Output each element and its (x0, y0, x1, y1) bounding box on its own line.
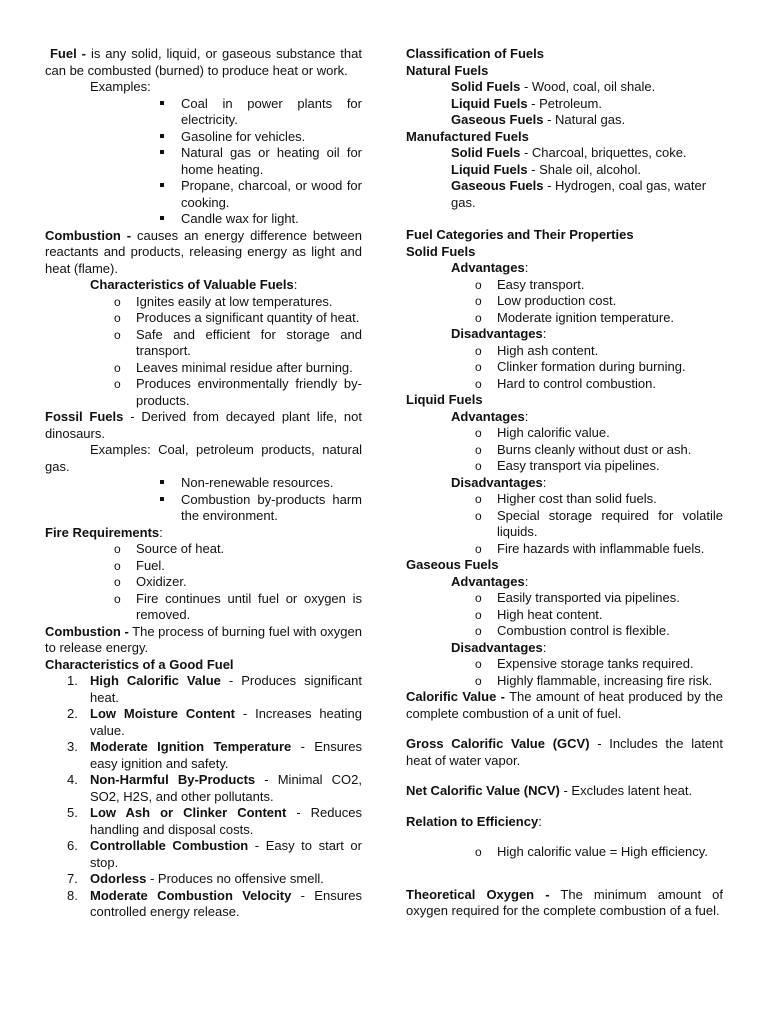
list-item: o Produces a significant quantity of heat. (45, 310, 362, 327)
efficiency-heading: Relation to Efficiency: (406, 813, 542, 829)
combustion-process-definition: Combustion - The process of burning fuel with oxygen to release energy. (45, 623, 362, 655)
natural-gaseous: Gaseous Fuels - Natural gas. (451, 112, 626, 127)
list-item: o Produces environmentally friendly by-products. (45, 376, 362, 409)
list-item: 6. Controllable Combustion - Easy to start or stop. (67, 838, 362, 870)
fuel-definition: Fuel - is any solid, liquid, or gaseous substance that can be combusted (burned) to produce heat or work. (45, 46, 362, 78)
natural-fuels-heading: Natural Fuels (406, 62, 489, 78)
combustion-definition: Combustion - causes an energy difference between reactants and products, releasing energy as light and heat (flame). (45, 227, 362, 276)
fire-requirements-heading: Fire Requirements: (45, 524, 163, 540)
good-fuel-heading: Characteristics of a Good Fuel (45, 656, 234, 672)
disadvantages-label: Disadvantages: (451, 326, 547, 341)
list-item: 7. Odorless - Produces no offensive smell. (67, 871, 324, 886)
classification-heading: Classification of Fuels (406, 46, 544, 61)
list-item: o Ignites easily at low temperatures. (45, 294, 362, 311)
list-item: o Leaves minimal residue after burning. (45, 360, 362, 377)
gaseous-fuels-heading: Gaseous Fuels (406, 557, 499, 572)
list-item: 4. Non-Harmful By-Products - Minimal CO2, SO2, H2S, and other pollutants. (67, 772, 362, 804)
natural-solid: Solid Fuels - Wood, coal, oil shale. (451, 79, 656, 94)
manufactured-gaseous: Gaseous Fuels - Hydrogen, coal gas, water gas. (451, 178, 707, 210)
list-item: Non-renewable resources. (45, 475, 362, 492)
list-item: Natural gas or heating oil for home heating. (45, 145, 362, 178)
fire-requirements-list (45, 541, 362, 624)
spacer (406, 861, 723, 887)
list-item: 3. Moderate Ignition Temperature - Ensures easy ignition and safety. (67, 739, 362, 771)
manufactured-solid: Solid Fuels - Charcoal, briquettes, coke. (451, 145, 687, 160)
disadvantages-label: Disadvantages: (451, 474, 547, 490)
left-column (45, 46, 362, 921)
list-item: 8. Moderate Combustion Velocity - Ensures controlled energy release. (67, 887, 362, 919)
list-item: o Source of heat. (45, 541, 362, 558)
spacer (406, 769, 723, 783)
list-item: o Easy transport. (406, 277, 723, 294)
list-item: o High calorific value = High efficiency. (406, 844, 723, 861)
list-item: o Burns cleanly without dust or ash. (406, 442, 723, 459)
list-item: Candle wax for light. (45, 211, 362, 228)
list-item: o High ash content. (406, 343, 723, 360)
valuable-fuels-heading: Characteristics of Valuable Fuels: (90, 277, 298, 292)
valuable-fuels-list (45, 294, 362, 410)
list-item: o Safe and efficient for storage and transport. (45, 327, 362, 360)
natural-liquid: Liquid Fuels - Petroleum. (451, 95, 602, 111)
liquid-fuels-heading: Liquid Fuels (406, 392, 483, 407)
theoretical-oxygen-definition: Theoretical Oxygen - The minimum amount of oxygen required for the complete combustion of a fuel. (406, 886, 723, 918)
solid-disadvantages-list (406, 343, 723, 393)
fossil-examples: Examples: Coal, petroleum products, natural gas. (45, 442, 362, 474)
list-item: o Fire hazards with inflammable fuels. (406, 541, 723, 558)
list-item: o Highly flammable, increasing fire risk. (406, 673, 723, 690)
solid-fuels-heading: Solid Fuels (406, 243, 476, 259)
spacer (406, 722, 723, 736)
manufactured-fuels-heading: Manufactured Fuels (406, 128, 529, 144)
ncv-definition: Net Calorific Value (NCV) - Excludes latent heat. (406, 783, 693, 798)
liquid-advantages-list (406, 425, 723, 475)
examples-label: Examples: (90, 79, 151, 94)
list-item: Gasoline for vehicles. (45, 129, 362, 146)
list-item: Combustion by-products harm the environment. (45, 492, 362, 525)
manufactured-liquid: Liquid Fuels - Shale oil, alcohol. (451, 161, 642, 177)
list-item: o High calorific value. (406, 425, 723, 442)
efficiency-list (406, 844, 723, 861)
liquid-disadvantages-list (406, 491, 723, 557)
advantages-label: Advantages: (451, 573, 529, 589)
list-item: o Easily transported via pipelines. (406, 590, 723, 607)
disadvantages-label: Disadvantages: (451, 639, 547, 655)
right-column (406, 46, 723, 920)
list-item: 5. Low Ash or Clinker Content - Reduces handling and disposal costs. (67, 805, 362, 837)
list-item: o Combustion control is flexible. (406, 623, 723, 640)
fossil-bullets-list (45, 475, 362, 525)
list-item: o Clinker formation during burning. (406, 359, 723, 376)
solid-advantages-list (406, 277, 723, 327)
advantages-label: Advantages: (451, 408, 529, 424)
list-item: Coal in power plants for electricity. (45, 96, 362, 129)
list-item: o Expensive storage tanks required. (406, 656, 723, 673)
list-item: o Hard to control combustion. (406, 376, 723, 393)
gaseous-disadvantages-list (406, 656, 723, 689)
spacer (406, 211, 723, 227)
fossil-fuels-definition: Fossil Fuels - Derived from decayed plant life, not dinosaurs. (45, 409, 362, 441)
calorific-value-definition: Calorific Value - The amount of heat produced by the complete combustion of a unit of fuel. (406, 689, 723, 721)
list-item: o High heat content. (406, 607, 723, 624)
good-fuel-list (45, 673, 362, 921)
gaseous-advantages-list (406, 590, 723, 640)
list-item: o Fuel. (45, 558, 362, 575)
categories-heading: Fuel Categories and Their Properties (406, 227, 634, 242)
list-item: Propane, charcoal, or wood for cooking. (45, 178, 362, 211)
spacer (406, 830, 723, 844)
spacer (406, 800, 723, 814)
list-item: o Low production cost. (406, 293, 723, 310)
gcv-definition: Gross Calorific Value (GCV) - Includes the latent heat of water vapor. (406, 736, 724, 768)
advantages-label: Advantages: (451, 260, 529, 275)
list-item: 2. Low Moisture Content - Increases heating value. (67, 706, 362, 738)
list-item: o Special storage required for volatile liquids. (406, 508, 723, 541)
list-item: o Easy transport via pipelines. (406, 458, 723, 475)
fuel-examples-list (45, 96, 362, 228)
list-item: o Oxidizer. (45, 574, 362, 591)
list-item: o Moderate ignition temperature. (406, 310, 723, 327)
list-item: o Higher cost than solid fuels. (406, 491, 723, 508)
list-item: 1. High Calorific Value - Produces significant heat. (67, 673, 362, 705)
list-item: o Fire continues until fuel or oxygen is removed. (45, 591, 362, 624)
